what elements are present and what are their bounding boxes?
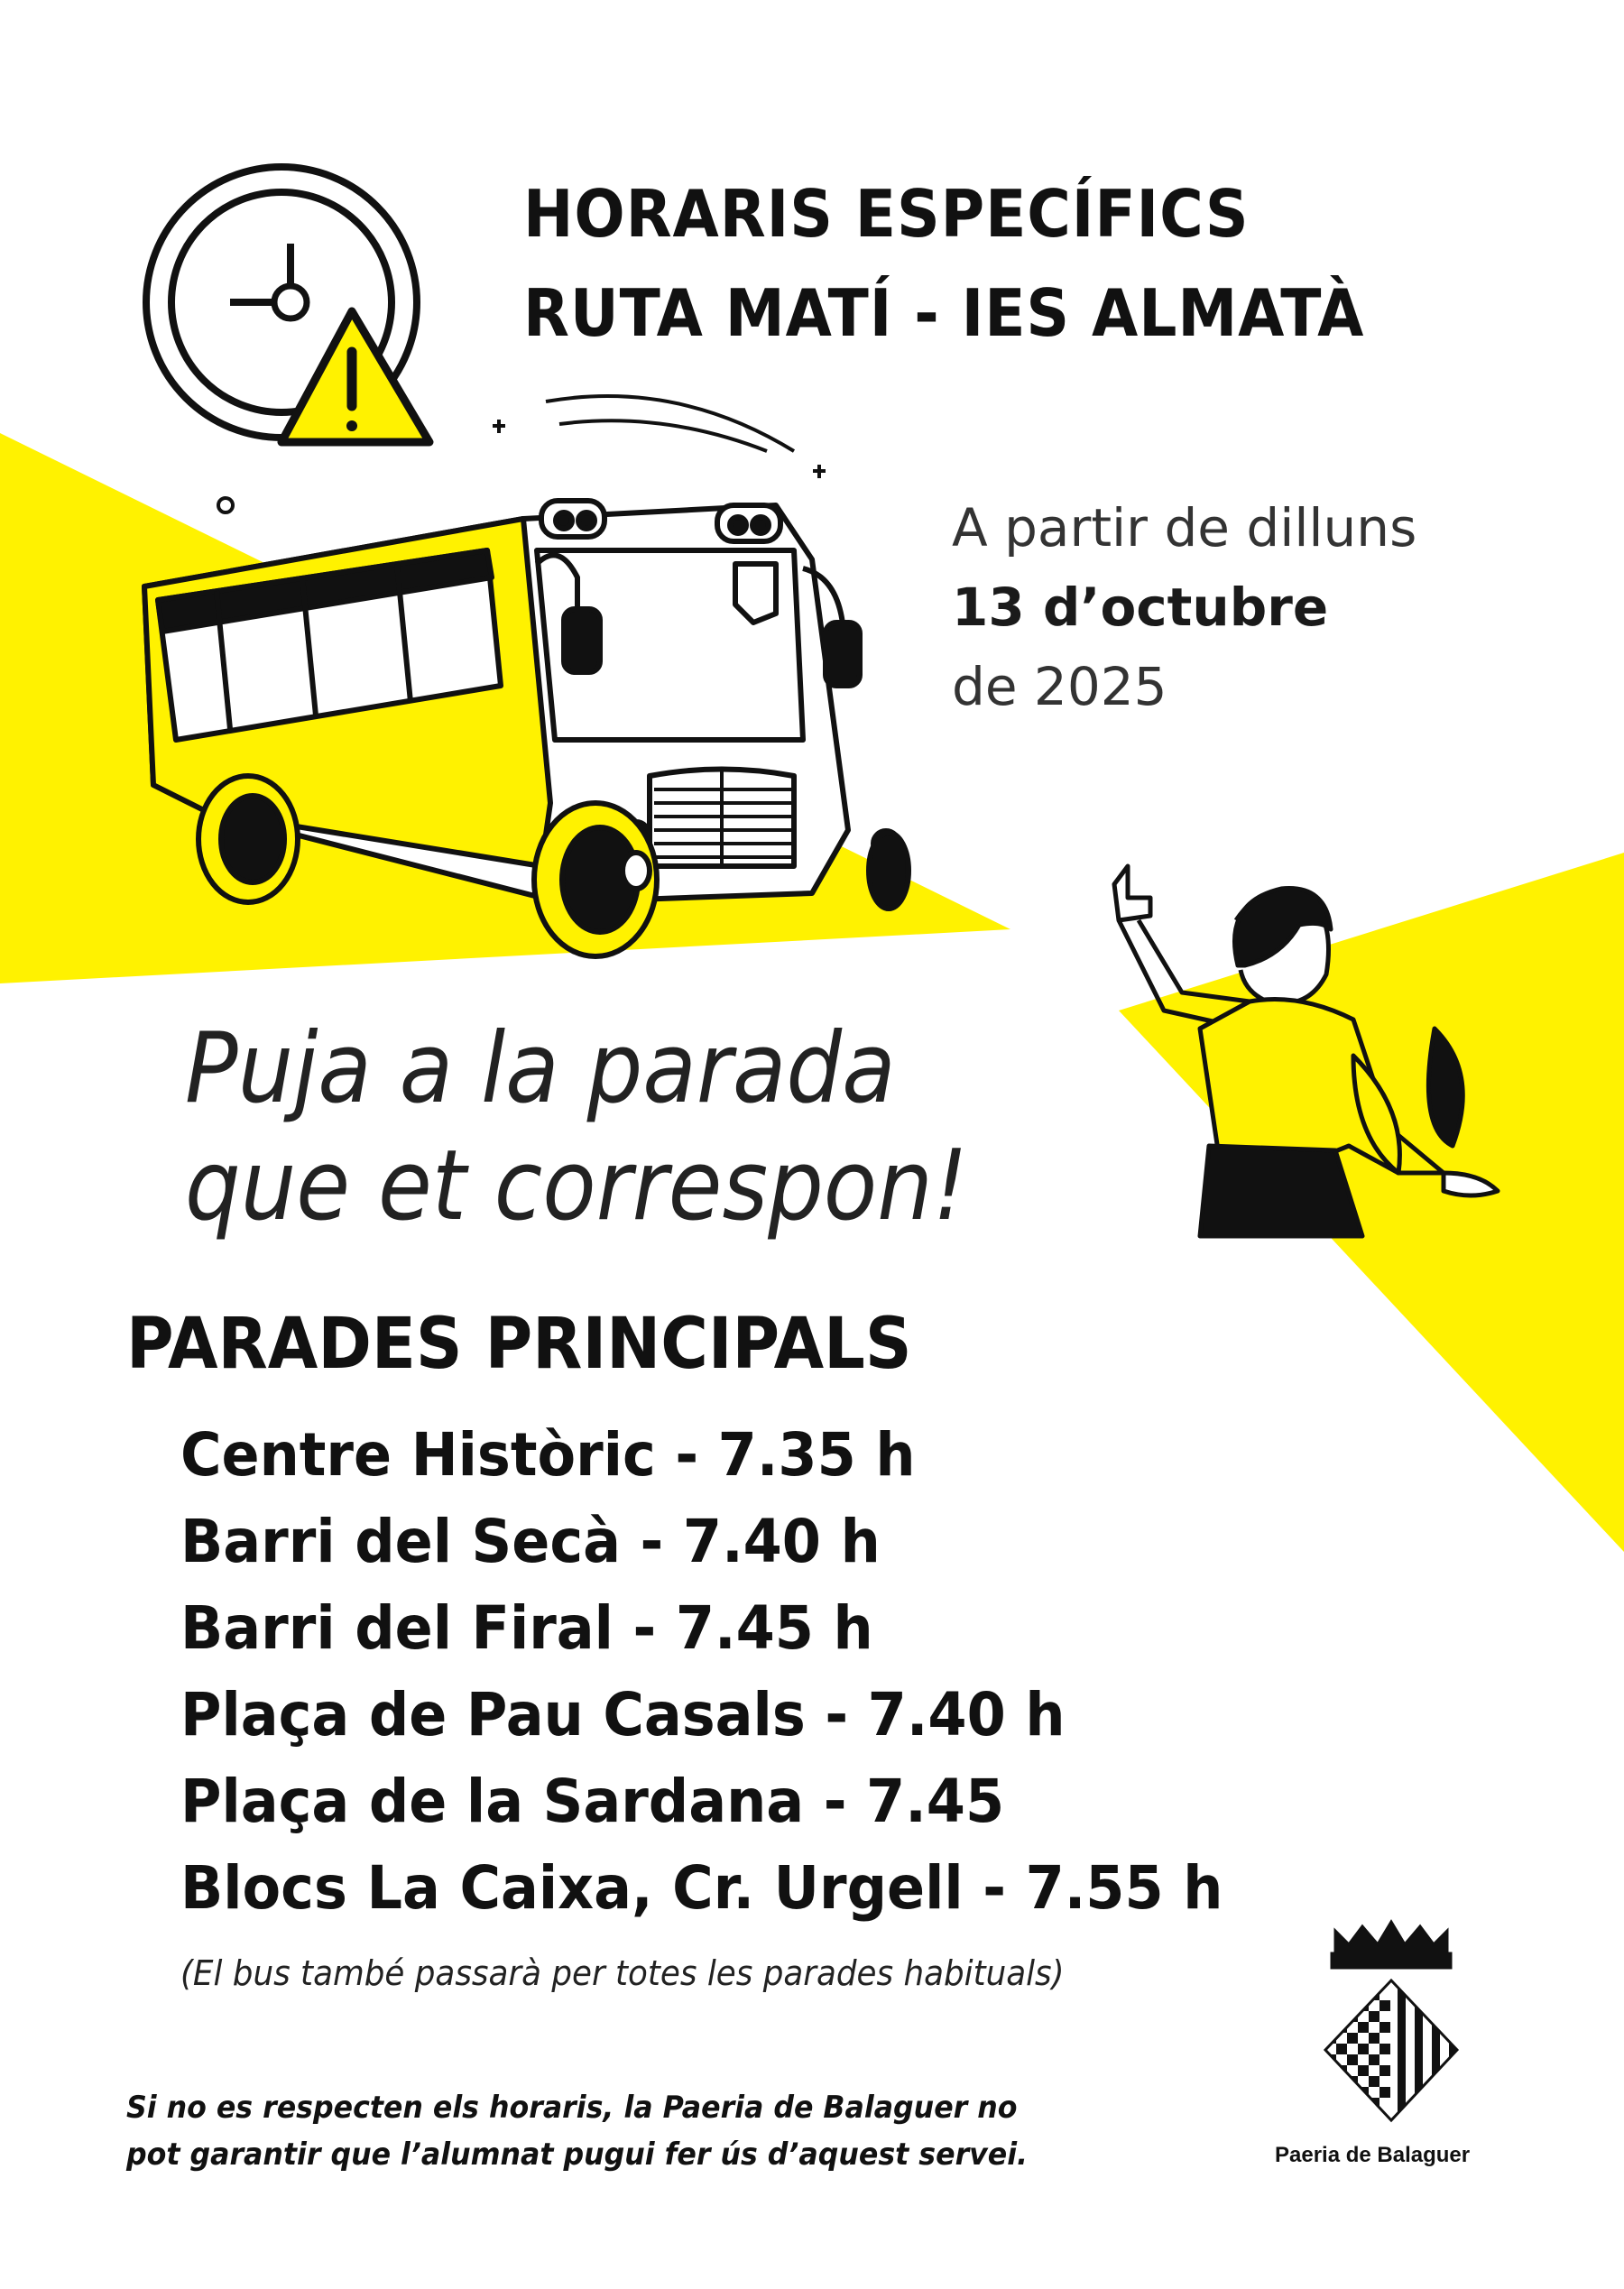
- stops-heading: PARADES PRINCIPALS: [126, 1304, 912, 1385]
- bus-illustration: [144, 501, 909, 956]
- stop-item: Blocs La Caixa, Cr. Urgell - 7.55 h: [180, 1853, 1223, 1923]
- stops-note: (El bus també passarà per totes les parades habituals): [180, 1953, 1065, 1993]
- stop-item: Plaça de Pau Casals - 7.40 h: [180, 1680, 1066, 1749]
- date-line-3: de 2025: [952, 656, 1167, 717]
- stop-item: Centre Històric - 7.35 h: [180, 1420, 916, 1490]
- disclaimer-line-1: Si no es respecten els horaris, la Paeria de Balaguer no: [126, 2090, 1018, 2126]
- stops-list: [180, 1412, 1289, 1932]
- stop-item: Plaça de la Sardana - 7.45: [180, 1767, 1005, 1836]
- slogan-line-2: que et correspon!: [185, 1130, 968, 1242]
- date-line-2: 13 d’octubre: [952, 577, 1329, 638]
- disclaimer-line-2: pot garantir que l’alumnat pugui fer ús d’aquest servei.: [126, 2137, 1029, 2173]
- stop-item: Barri del Firal - 7.45 h: [180, 1593, 873, 1663]
- slogan-line-1: Puja a la parada: [185, 1012, 896, 1125]
- date-line-1: A partir de dilluns: [952, 497, 1417, 558]
- warning-icon: [281, 311, 429, 442]
- logo-text: Paeria de Balaguer: [1275, 2143, 1471, 2167]
- title-line-1: HORARIS ESPECÍFICS: [523, 176, 1250, 252]
- coat-of-arms-icon: [1325, 1922, 1457, 2129]
- stop-item: Barri del Secà - 7.40 h: [180, 1507, 881, 1576]
- title-line-2: RUTA MATÍ - IES ALMATÀ: [523, 275, 1365, 351]
